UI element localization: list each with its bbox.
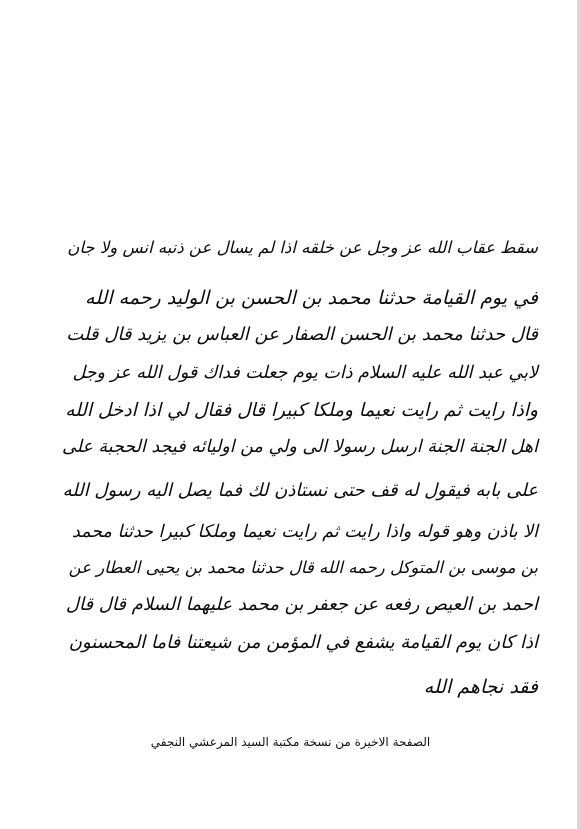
page-edge-shadow — [577, 0, 581, 829]
manuscript-line: اذا كان يوم القيامة يشفع في المؤمن من شيعتنا فاما المحسنون — [68, 632, 538, 653]
manuscript-line: لابي عبد الله عليه السلام ذات يوم جعلت فداك قول الله عز وجل — [72, 363, 538, 383]
manuscript-line: فقد نجاهم الله — [423, 676, 538, 698]
manuscript-line: واذا رايت ثم رايت نعيما وملكا كبيرا قال فقال لي اذا ادخل الله — [65, 400, 538, 421]
manuscript-line: بن موسى بن المتوكل رحمه الله قال حدثنا محمد بن يحيى العطار عن — [68, 558, 538, 577]
manuscript-line: على بابه فيقول له قف حتى نستاذن لك فما يصل اليه رسول الله — [62, 480, 538, 501]
manuscript-line: سقط عقاب الله عز وجل عن خلقه اذا لم يسال عن ذنبه انس ولا جان — [67, 238, 538, 257]
manuscript-line: الا باذن وهو قوله واذا رايت ثم رايت نعيما وملكا كبيرا حدثنا محمد — [71, 522, 538, 542]
manuscript-line: اهل الجنة الجنة ارسل رسولا الى ولي من اوليائه فيجد الحجبة على — [62, 437, 538, 457]
manuscript-line: في يوم القيامة حدثنا محمد بن الحسن بن الوليد رحمه الله — [85, 287, 538, 309]
manuscript-line: قال حدثنا محمد بن الحسن الصفار عن العباس بن يزيد قال قلت — [66, 324, 538, 345]
manuscript-line: احمد بن العيص رفعه عن جعفر بن محمد عليهما السلام قال قال — [65, 594, 538, 615]
page-caption: الصفحة الاخيرة من نسخة مكتبة السيد المرعشي النجفي — [150, 735, 431, 749]
